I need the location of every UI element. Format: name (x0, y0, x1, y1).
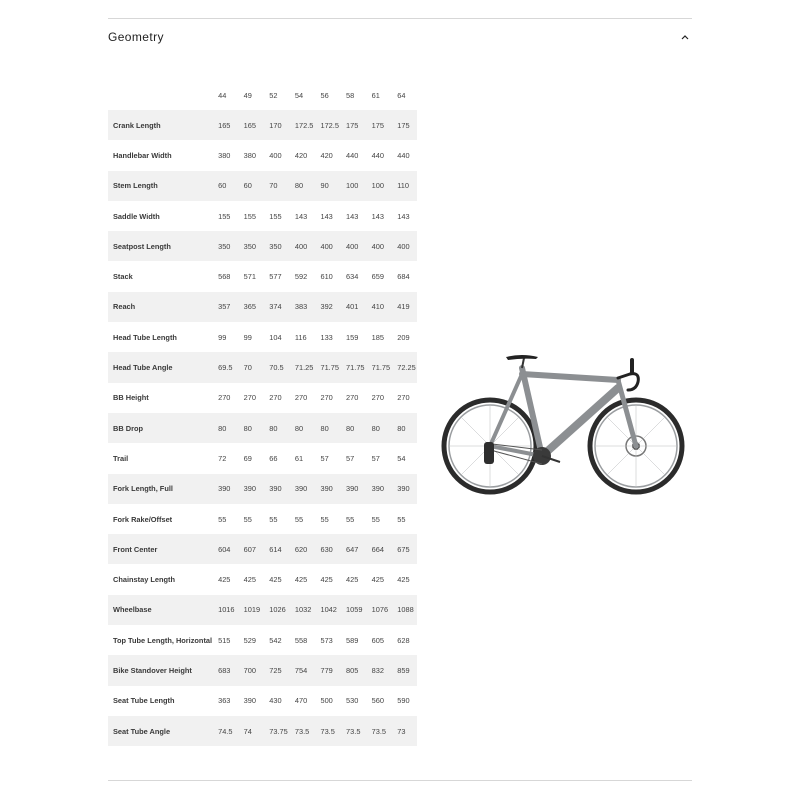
row-label: Seat Tube Angle (108, 716, 212, 746)
table-cell: 209 (391, 322, 417, 352)
table-cell: 100 (340, 171, 366, 201)
table-cell: 71.75 (340, 352, 366, 382)
table-cell: 607 (238, 534, 264, 564)
table-cell: 383 (289, 292, 315, 322)
row-label: Wheelbase (108, 595, 212, 625)
table-cell: 725 (263, 655, 289, 685)
table-cell: 1016 (212, 595, 238, 625)
size-column-header: 61 (371, 90, 380, 100)
table-cell: 70.5 (263, 352, 289, 382)
header-spacer (108, 80, 212, 110)
size-column-header: 52 (269, 90, 278, 100)
table-row (108, 504, 417, 534)
table-cell: 365 (238, 292, 264, 322)
table-cell: 55 (366, 504, 392, 534)
table-cell: 634 (340, 261, 366, 291)
table-cell: 832 (366, 655, 392, 685)
table-cell: 70 (263, 171, 289, 201)
table-row (108, 261, 417, 291)
table-cell: 500 (314, 686, 340, 716)
table-cell: 73.5 (340, 716, 366, 746)
table-row (108, 686, 417, 716)
table-cell: 363 (212, 686, 238, 716)
row-label: Fork Length, Full (108, 474, 212, 504)
table-cell: 57 (340, 443, 366, 473)
table-cell: 400 (314, 231, 340, 261)
table-cell: 175 (366, 110, 392, 140)
table-cell: 425 (340, 564, 366, 594)
table-cell: 72 (212, 443, 238, 473)
table-cell: 185 (366, 322, 392, 352)
row-label: Stack (108, 261, 212, 291)
table-cell: 1032 (289, 595, 315, 625)
table-cell: 425 (238, 564, 264, 594)
table-cell: 350 (263, 231, 289, 261)
table-cell: 859 (391, 655, 417, 685)
table-row (108, 474, 417, 504)
table-cell: 430 (263, 686, 289, 716)
row-label: Stem Length (108, 171, 212, 201)
row-label: BB Height (108, 383, 212, 413)
table-cell: 779 (314, 655, 340, 685)
table-cell: 70 (238, 352, 264, 382)
table-cell: 80 (289, 413, 315, 443)
table-row (108, 655, 417, 685)
row-label: Top Tube Length, Horizontal (108, 625, 212, 655)
table-row (108, 625, 417, 655)
table-cell: 357 (212, 292, 238, 322)
row-label: Handlebar Width (108, 140, 212, 170)
table-row (108, 383, 417, 413)
saddle (506, 355, 538, 368)
table-row (108, 534, 417, 564)
table-cell: 700 (238, 655, 264, 685)
table-cell: 60 (238, 171, 264, 201)
table-cell: 390 (238, 474, 264, 504)
table-cell: 80 (391, 413, 417, 443)
table-cell: 100 (366, 171, 392, 201)
table-cell: 515 (212, 625, 238, 655)
table-cell: 440 (340, 140, 366, 170)
table-cell: 80 (212, 413, 238, 443)
table-cell: 270 (340, 383, 366, 413)
row-label: Front Center (108, 534, 212, 564)
table-cell: 390 (289, 474, 315, 504)
size-column-header: 54 (294, 90, 304, 100)
table-cell: 1042 (314, 595, 340, 625)
table-cell: 1019 (238, 595, 264, 625)
table-cell: 270 (238, 383, 264, 413)
table-cell: 270 (289, 383, 315, 413)
table-cell: 80 (366, 413, 392, 443)
table-cell: 110 (391, 171, 417, 201)
size-header-row (108, 80, 417, 110)
row-label: BB Drop (108, 413, 212, 443)
table-cell: 425 (314, 564, 340, 594)
table-cell: 400 (366, 231, 392, 261)
table-cell: 73.5 (289, 716, 315, 746)
table-cell: 71.75 (314, 352, 340, 382)
table-cell: 69.5 (212, 352, 238, 382)
table-row (108, 443, 417, 473)
section-title: Geometry (108, 30, 164, 44)
table-cell: 73.75 (263, 716, 289, 746)
table-cell: 66 (263, 443, 289, 473)
table-row (108, 140, 417, 170)
table-cell: 392 (314, 292, 340, 322)
table-cell: 1026 (263, 595, 289, 625)
table-cell: 350 (212, 231, 238, 261)
table-cell: 172.5 (289, 110, 315, 140)
table-cell: 530 (340, 686, 366, 716)
table-cell: 133 (314, 322, 340, 352)
table-cell: 592 (289, 261, 315, 291)
table-cell: 80 (340, 413, 366, 443)
table-cell: 80 (238, 413, 264, 443)
bottom-divider (108, 780, 692, 781)
table-cell: 805 (340, 655, 366, 685)
geometry-section-header[interactable] (108, 26, 692, 52)
table-row (108, 201, 417, 231)
table-cell: 610 (314, 261, 340, 291)
table-cell: 529 (238, 625, 264, 655)
table-cell: 155 (263, 201, 289, 231)
table-row (108, 564, 417, 594)
table-cell: 410 (366, 292, 392, 322)
row-label: Seat Tube Length (108, 686, 212, 716)
table-cell: 683 (212, 655, 238, 685)
table-cell: 99 (238, 322, 264, 352)
table-cell: 175 (391, 110, 417, 140)
table-cell: 90 (314, 171, 340, 201)
table-cell: 374 (263, 292, 289, 322)
table-row (108, 716, 417, 746)
table-cell: 620 (289, 534, 315, 564)
table-cell: 571 (238, 261, 264, 291)
table-cell: 175 (340, 110, 366, 140)
table-cell: 71.25 (289, 352, 315, 382)
table-row (108, 171, 417, 201)
table-row (108, 595, 417, 625)
table-cell: 380 (238, 140, 264, 170)
table-cell: 390 (263, 474, 289, 504)
table-cell: 104 (263, 322, 289, 352)
table-cell: 390 (340, 474, 366, 504)
table-cell: 80 (314, 413, 340, 443)
table-cell: 568 (212, 261, 238, 291)
table-cell: 420 (289, 140, 315, 170)
table-cell: 380 (212, 140, 238, 170)
table-cell: 1059 (340, 595, 366, 625)
table-cell: 143 (289, 201, 315, 231)
table-cell: 684 (391, 261, 417, 291)
table-cell: 659 (366, 261, 392, 291)
table-cell: 400 (289, 231, 315, 261)
table-row (108, 322, 417, 352)
table-cell: 630 (314, 534, 340, 564)
table-cell: 754 (289, 655, 315, 685)
wheel-spokes (449, 405, 677, 487)
table-cell: 165 (212, 110, 238, 140)
gravel-bike-image (440, 350, 690, 500)
table-cell: 71.75 (366, 352, 392, 382)
table-cell: 440 (391, 140, 417, 170)
table-cell: 419 (391, 292, 417, 322)
geometry-table-body (108, 110, 417, 746)
table-cell: 73 (391, 716, 417, 746)
table-cell: 61 (289, 443, 315, 473)
row-label: Saddle Width (108, 201, 212, 231)
table-cell: 400 (340, 231, 366, 261)
table-cell: 425 (212, 564, 238, 594)
table-cell: 55 (212, 504, 238, 534)
table-cell: 99 (212, 322, 238, 352)
table-cell: 155 (238, 201, 264, 231)
table-cell: 73.5 (366, 716, 392, 746)
table-cell: 390 (212, 474, 238, 504)
table-row (108, 292, 417, 322)
table-cell: 270 (314, 383, 340, 413)
size-column-header: 49 (243, 90, 252, 100)
size-column-header: 58 (346, 90, 355, 100)
table-row (108, 110, 417, 140)
table-cell: 55 (289, 504, 315, 534)
table-cell: 401 (340, 292, 366, 322)
table-row (108, 352, 417, 382)
table-cell: 74.5 (212, 716, 238, 746)
table-cell: 270 (212, 383, 238, 413)
table-cell: 159 (340, 322, 366, 352)
table-cell: 55 (314, 504, 340, 534)
chevron-up-icon[interactable] (678, 30, 692, 44)
table-cell: 350 (238, 231, 264, 261)
table-cell: 55 (340, 504, 366, 534)
table-cell: 60 (212, 171, 238, 201)
table-cell: 390 (314, 474, 340, 504)
row-label: Head Tube Angle (108, 352, 212, 382)
table-cell: 270 (391, 383, 417, 413)
table-cell: 57 (366, 443, 392, 473)
table-cell: 143 (314, 201, 340, 231)
table-cell: 390 (238, 686, 264, 716)
table-cell: 605 (366, 625, 392, 655)
size-column-header: 44 (218, 90, 227, 100)
table-cell: 390 (366, 474, 392, 504)
table-cell: 542 (263, 625, 289, 655)
table-cell: 425 (391, 564, 417, 594)
row-label: Head Tube Length (108, 322, 212, 352)
row-label: Reach (108, 292, 212, 322)
table-cell: 425 (263, 564, 289, 594)
table-cell: 425 (366, 564, 392, 594)
table-cell: 664 (366, 534, 392, 564)
table-row (108, 231, 417, 261)
table-cell: 55 (238, 504, 264, 534)
table-cell: 604 (212, 534, 238, 564)
row-label: Trail (108, 443, 212, 473)
table-row (108, 413, 417, 443)
table-cell: 400 (391, 231, 417, 261)
table-cell: 155 (212, 201, 238, 231)
row-label: Bike Standover Height (108, 655, 212, 685)
size-column-header: 64 (397, 90, 406, 100)
table-cell: 74 (238, 716, 264, 746)
table-cell: 270 (366, 383, 392, 413)
table-cell: 425 (289, 564, 315, 594)
table-cell: 73.5 (314, 716, 340, 746)
table-cell: 143 (366, 201, 392, 231)
row-label: Crank Length (108, 110, 212, 140)
table-cell: 165 (238, 110, 264, 140)
table-cell: 54 (391, 443, 417, 473)
table-cell: 55 (263, 504, 289, 534)
table-cell: 675 (391, 534, 417, 564)
table-cell: 628 (391, 625, 417, 655)
table-cell: 440 (366, 140, 392, 170)
table-cell: 573 (314, 625, 340, 655)
table-cell: 1088 (391, 595, 417, 625)
table-cell: 420 (314, 140, 340, 170)
table-cell: 116 (289, 322, 315, 352)
top-divider (108, 18, 692, 19)
table-cell: 614 (263, 534, 289, 564)
table-cell: 558 (289, 625, 315, 655)
table-cell: 470 (289, 686, 315, 716)
table-cell: 647 (340, 534, 366, 564)
table-cell: 400 (263, 140, 289, 170)
table-cell: 560 (366, 686, 392, 716)
table-cell: 72.25 (391, 352, 417, 382)
table-cell: 170 (263, 110, 289, 140)
table-cell: 172.5 (314, 110, 340, 140)
table-cell: 143 (391, 201, 417, 231)
table-cell: 589 (340, 625, 366, 655)
geometry-table (108, 80, 417, 746)
table-cell: 80 (263, 413, 289, 443)
table-cell: 590 (391, 686, 417, 716)
table-cell: 577 (263, 261, 289, 291)
row-label: Seatpost Length (108, 231, 212, 261)
table-cell: 390 (391, 474, 417, 504)
table-cell: 80 (289, 171, 315, 201)
table-cell: 143 (340, 201, 366, 231)
row-label: Fork Rake/Offset (108, 504, 212, 534)
table-cell: 57 (314, 443, 340, 473)
table-cell: 55 (391, 504, 417, 534)
table-cell: 270 (263, 383, 289, 413)
table-cell: 69 (238, 443, 264, 473)
table-cell: 1076 (366, 595, 392, 625)
size-column-header: 56 (320, 90, 329, 100)
row-label: Chainstay Length (108, 564, 212, 594)
